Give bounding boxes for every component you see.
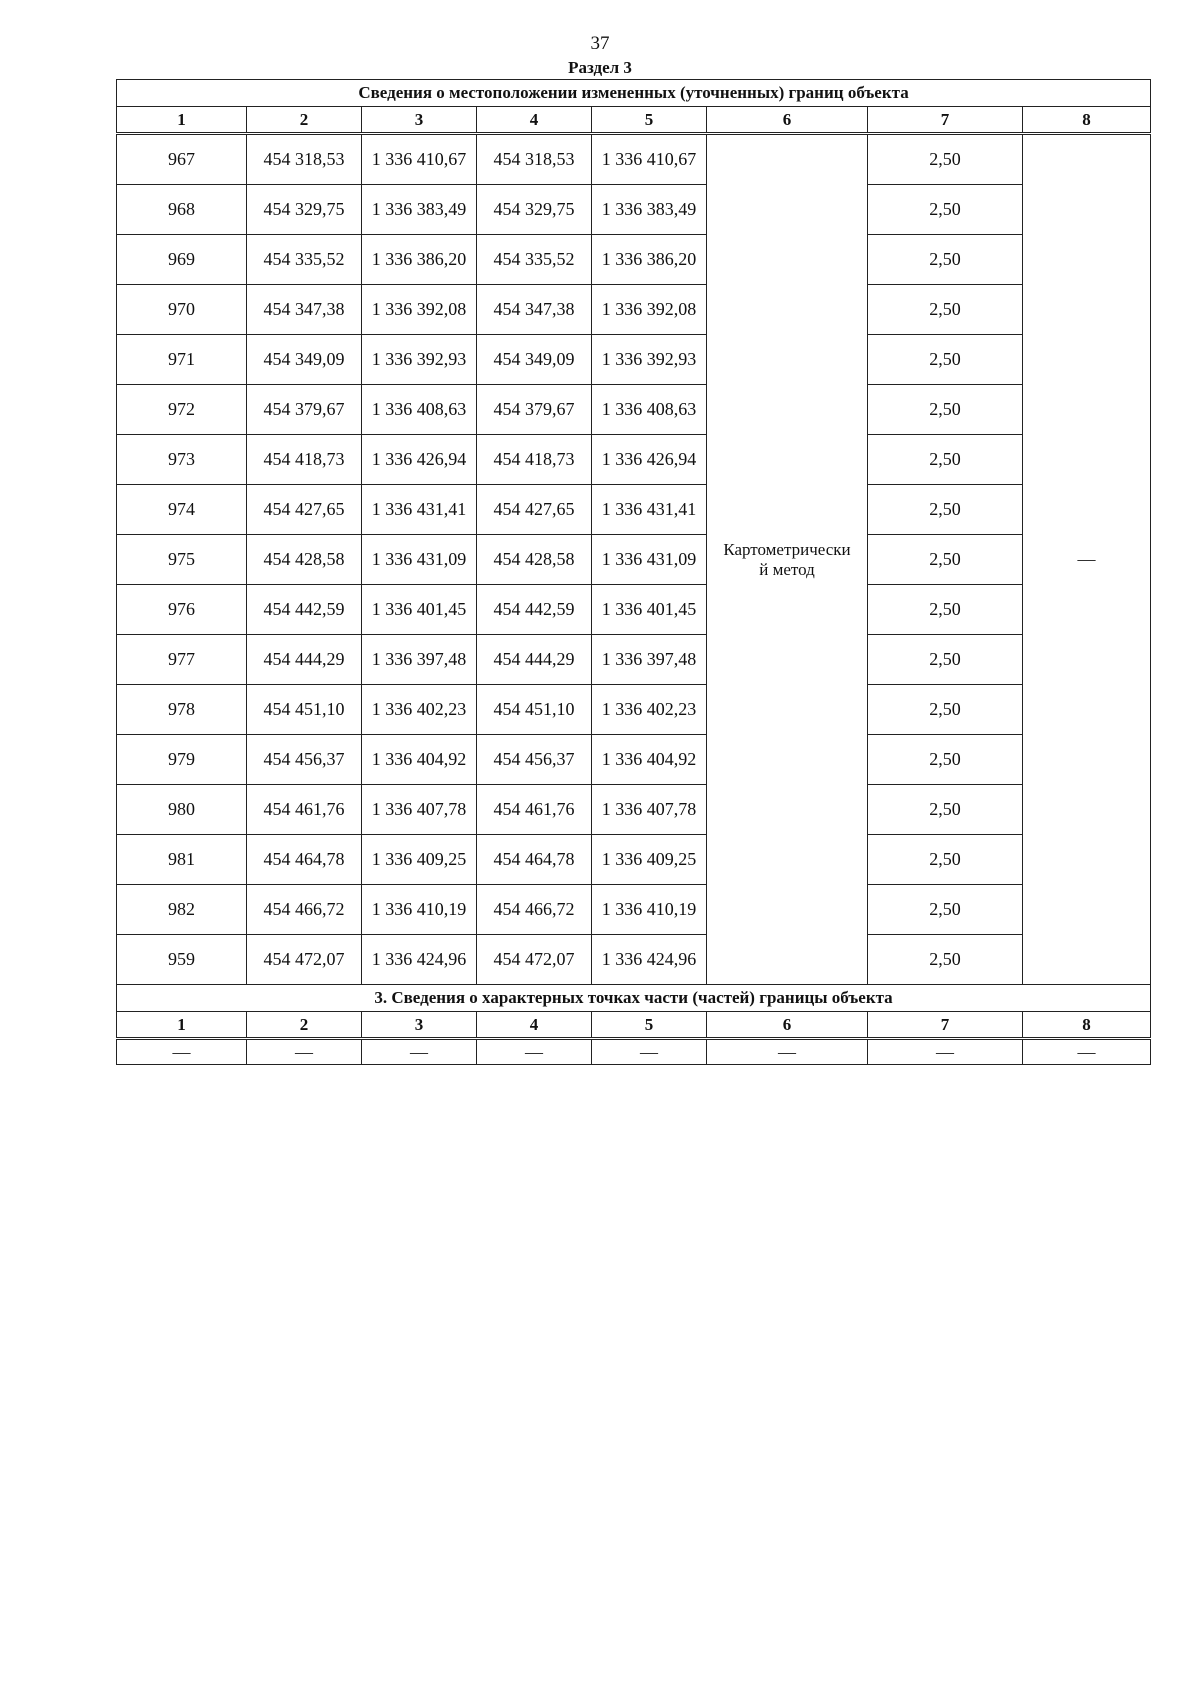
table-row bbox=[117, 285, 1151, 335]
table-row bbox=[117, 935, 1151, 985]
y-refined: 1 336 426,94 bbox=[592, 435, 707, 485]
column-number: 4 bbox=[477, 107, 592, 134]
column-number: 6 bbox=[707, 107, 868, 134]
x-refined: 454 464,78 bbox=[477, 835, 592, 885]
y-existing: 1 336 392,08 bbox=[362, 285, 477, 335]
y-existing: 1 336 431,41 bbox=[362, 485, 477, 535]
y-existing: 1 336 401,45 bbox=[362, 585, 477, 635]
point-number: 973 bbox=[117, 435, 247, 485]
accuracy: 2,50 bbox=[868, 485, 1023, 535]
accuracy: 2,50 bbox=[868, 435, 1023, 485]
accuracy: 2,50 bbox=[868, 735, 1023, 785]
x-refined: 454 444,29 bbox=[477, 635, 592, 685]
y-existing: 1 336 383,49 bbox=[362, 185, 477, 235]
y-refined: 1 336 402,23 bbox=[592, 685, 707, 735]
column-number: 8 bbox=[1023, 1012, 1151, 1039]
x-existing: 454 451,10 bbox=[247, 685, 362, 735]
accuracy: 2,50 bbox=[868, 885, 1023, 935]
table-row bbox=[117, 635, 1151, 685]
accuracy: 2,50 bbox=[868, 535, 1023, 585]
empty-value-dash: — bbox=[117, 1039, 247, 1065]
table2-caption: 3. Сведения о характерных точках части (частей) границы объекта bbox=[117, 985, 1151, 1012]
y-refined: 1 336 383,49 bbox=[592, 185, 707, 235]
y-refined: 1 336 424,96 bbox=[592, 935, 707, 985]
column-number: 7 bbox=[868, 107, 1023, 134]
x-existing: 454 464,78 bbox=[247, 835, 362, 885]
y-existing: 1 336 408,63 bbox=[362, 385, 477, 435]
x-refined: 454 428,58 bbox=[477, 535, 592, 585]
accuracy: 2,50 bbox=[868, 635, 1023, 685]
y-refined: 1 336 410,67 bbox=[592, 134, 707, 185]
y-refined: 1 336 431,09 bbox=[592, 535, 707, 585]
point-number: 975 bbox=[117, 535, 247, 585]
column8-value: — bbox=[1023, 134, 1151, 985]
table-row bbox=[117, 134, 1151, 185]
empty-value-dash: — bbox=[868, 1039, 1023, 1065]
column-number: 5 bbox=[592, 1012, 707, 1039]
point-number: 980 bbox=[117, 785, 247, 835]
table-row bbox=[117, 685, 1151, 735]
accuracy: 2,50 bbox=[868, 185, 1023, 235]
x-refined: 454 318,53 bbox=[477, 134, 592, 185]
method-text-line2: й метод bbox=[759, 559, 815, 579]
empty-value-dash: — bbox=[247, 1039, 362, 1065]
point-number: 972 bbox=[117, 385, 247, 435]
empty-value-dash: — bbox=[362, 1039, 477, 1065]
point-number: 978 bbox=[117, 685, 247, 735]
x-existing: 454 444,29 bbox=[247, 635, 362, 685]
column-number: 1 bbox=[117, 107, 247, 134]
empty-value-dash: — bbox=[1023, 1039, 1151, 1065]
method-text-line1: Картометрически bbox=[723, 539, 851, 559]
table1-caption: Сведения о местоположении измененных (уточненных) границ объекта bbox=[117, 80, 1151, 107]
accuracy: 2,50 bbox=[868, 235, 1023, 285]
point-number: 977 bbox=[117, 635, 247, 685]
table-row bbox=[117, 535, 1151, 585]
accuracy: 2,50 bbox=[868, 835, 1023, 885]
y-refined: 1 336 392,08 bbox=[592, 285, 707, 335]
table-row bbox=[117, 185, 1151, 235]
y-existing: 1 336 409,25 bbox=[362, 835, 477, 885]
accuracy: 2,50 bbox=[868, 585, 1023, 635]
table-row bbox=[117, 735, 1151, 785]
y-existing: 1 336 402,23 bbox=[362, 685, 477, 735]
y-refined: 1 336 407,78 bbox=[592, 785, 707, 835]
point-number: 970 bbox=[117, 285, 247, 335]
y-existing: 1 336 397,48 bbox=[362, 635, 477, 685]
x-refined: 454 427,65 bbox=[477, 485, 592, 535]
x-existing: 454 456,37 bbox=[247, 735, 362, 785]
point-number: 959 bbox=[117, 935, 247, 985]
column-number: 4 bbox=[477, 1012, 592, 1039]
column-number: 8 bbox=[1023, 107, 1151, 134]
table-row bbox=[117, 835, 1151, 885]
x-refined: 454 466,72 bbox=[477, 885, 592, 935]
y-refined: 1 336 408,63 bbox=[592, 385, 707, 435]
x-refined: 454 418,73 bbox=[477, 435, 592, 485]
x-existing: 454 461,76 bbox=[247, 785, 362, 835]
y-existing: 1 336 407,78 bbox=[362, 785, 477, 835]
x-refined: 454 456,37 bbox=[477, 735, 592, 785]
accuracy: 2,50 bbox=[868, 285, 1023, 335]
x-existing: 454 329,75 bbox=[247, 185, 362, 235]
x-existing: 454 318,53 bbox=[247, 134, 362, 185]
y-refined: 1 336 409,25 bbox=[592, 835, 707, 885]
x-refined: 454 472,07 bbox=[477, 935, 592, 985]
y-refined: 1 336 397,48 bbox=[592, 635, 707, 685]
y-existing: 1 336 424,96 bbox=[362, 935, 477, 985]
x-refined: 454 442,59 bbox=[477, 585, 592, 635]
y-refined: 1 336 401,45 bbox=[592, 585, 707, 635]
column-number: 1 bbox=[117, 1012, 247, 1039]
page-number: 37 bbox=[590, 33, 610, 54]
x-existing: 454 428,58 bbox=[247, 535, 362, 585]
x-existing: 454 418,73 bbox=[247, 435, 362, 485]
section-title: Раздел 3 bbox=[568, 58, 632, 77]
table-row bbox=[117, 1039, 1151, 1065]
column-number: 2 bbox=[247, 1012, 362, 1039]
column-number: 3 bbox=[362, 107, 477, 134]
x-existing: 454 442,59 bbox=[247, 585, 362, 635]
table-row bbox=[117, 335, 1151, 385]
table-row bbox=[117, 435, 1151, 485]
empty-value-dash: — bbox=[477, 1039, 592, 1065]
point-number: 976 bbox=[117, 585, 247, 635]
x-refined: 454 461,76 bbox=[477, 785, 592, 835]
y-refined: 1 336 404,92 bbox=[592, 735, 707, 785]
table-row bbox=[117, 385, 1151, 435]
accuracy: 2,50 bbox=[868, 785, 1023, 835]
accuracy: 2,50 bbox=[868, 935, 1023, 985]
table-row bbox=[117, 785, 1151, 835]
column-number: 5 bbox=[592, 107, 707, 134]
point-number: 979 bbox=[117, 735, 247, 785]
x-existing: 454 335,52 bbox=[247, 235, 362, 285]
accuracy: 2,50 bbox=[868, 335, 1023, 385]
point-number: 981 bbox=[117, 835, 247, 885]
y-refined: 1 336 392,93 bbox=[592, 335, 707, 385]
column-number: 6 bbox=[707, 1012, 868, 1039]
x-existing: 454 349,09 bbox=[247, 335, 362, 385]
x-refined: 454 329,75 bbox=[477, 185, 592, 235]
accuracy: 2,50 bbox=[868, 685, 1023, 735]
y-existing: 1 336 410,67 bbox=[362, 134, 477, 185]
x-existing: 454 466,72 bbox=[247, 885, 362, 935]
column-number: 2 bbox=[247, 107, 362, 134]
x-refined: 454 379,67 bbox=[477, 385, 592, 435]
point-number: 967 bbox=[117, 134, 247, 185]
x-refined: 454 451,10 bbox=[477, 685, 592, 735]
accuracy: 2,50 bbox=[868, 385, 1023, 435]
y-existing: 1 336 404,92 bbox=[362, 735, 477, 785]
y-refined: 1 336 386,20 bbox=[592, 235, 707, 285]
accuracy: 2,50 bbox=[868, 134, 1023, 185]
y-existing: 1 336 426,94 bbox=[362, 435, 477, 485]
method-cell bbox=[707, 134, 868, 985]
x-refined: 454 349,09 bbox=[477, 335, 592, 385]
column-number: 7 bbox=[868, 1012, 1023, 1039]
empty-value-dash: — bbox=[592, 1039, 707, 1065]
y-existing: 1 336 386,20 bbox=[362, 235, 477, 285]
point-number: 968 bbox=[117, 185, 247, 235]
y-existing: 1 336 392,93 bbox=[362, 335, 477, 385]
y-existing: 1 336 410,19 bbox=[362, 885, 477, 935]
point-number: 974 bbox=[117, 485, 247, 535]
y-refined: 1 336 431,41 bbox=[592, 485, 707, 535]
table-row bbox=[117, 235, 1151, 285]
x-refined: 454 335,52 bbox=[477, 235, 592, 285]
empty-value-dash: — bbox=[707, 1039, 868, 1065]
x-existing: 454 472,07 bbox=[247, 935, 362, 985]
y-existing: 1 336 431,09 bbox=[362, 535, 477, 585]
x-existing: 454 379,67 bbox=[247, 385, 362, 435]
point-number: 971 bbox=[117, 335, 247, 385]
x-existing: 454 427,65 bbox=[247, 485, 362, 535]
x-refined: 454 347,38 bbox=[477, 285, 592, 335]
column-number: 3 bbox=[362, 1012, 477, 1039]
table-row bbox=[117, 485, 1151, 535]
table-row bbox=[117, 885, 1151, 935]
point-number: 982 bbox=[117, 885, 247, 935]
table-row bbox=[117, 585, 1151, 635]
x-existing: 454 347,38 bbox=[247, 285, 362, 335]
boundary-table bbox=[116, 79, 1151, 1065]
point-number: 969 bbox=[117, 235, 247, 285]
y-refined: 1 336 410,19 bbox=[592, 885, 707, 935]
